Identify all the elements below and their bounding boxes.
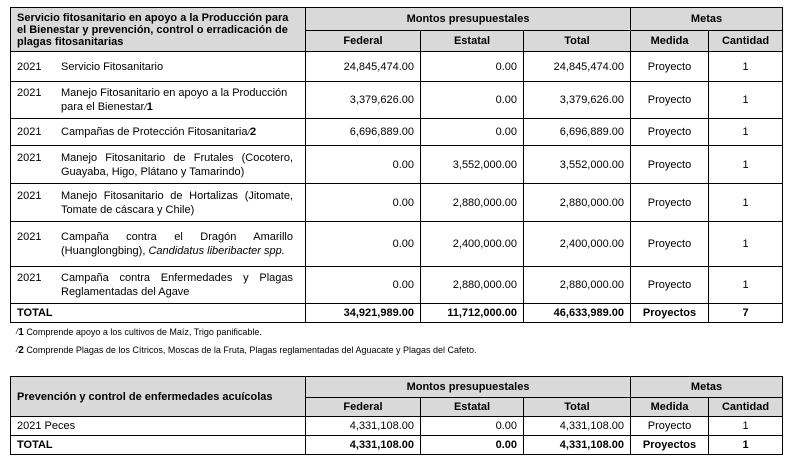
row-medida: Proyecto bbox=[631, 222, 709, 267]
row-year: 2021 bbox=[17, 231, 42, 243]
row-estatal: 3,552,000.00 bbox=[421, 146, 524, 184]
row-estatal: 2,880,000.00 bbox=[421, 267, 524, 304]
row-cantidad: 1 bbox=[709, 82, 783, 119]
total-total: 46,633,989.00 bbox=[524, 304, 631, 323]
col-medida: Medida bbox=[631, 398, 709, 417]
row-description: 2021 Peces bbox=[11, 417, 306, 436]
footnote-marker: / bbox=[247, 127, 250, 137]
row-cantidad: 1 bbox=[709, 146, 783, 184]
row-medida: Proyecto bbox=[631, 267, 709, 304]
row-federal: 4,331,108.00 bbox=[306, 417, 421, 436]
col-federal: Federal bbox=[306, 31, 421, 52]
row-total: 2,880,000.00 bbox=[524, 184, 631, 222]
total-cantidad: 7 bbox=[709, 304, 783, 323]
row-cantidad: 1 bbox=[709, 184, 783, 222]
total-federal: 34,921,989.00 bbox=[306, 304, 421, 323]
row-total: 3,379,626.00 bbox=[524, 82, 631, 119]
metas-header: Metas bbox=[631, 8, 783, 31]
total-medida: Proyectos bbox=[631, 304, 709, 323]
col-estatal: Estatal bbox=[421, 31, 524, 52]
total-total: 4,331,108.00 bbox=[524, 436, 631, 455]
montos-header: Montos presupuestales bbox=[306, 377, 631, 398]
table-row bbox=[11, 184, 783, 222]
row-description bbox=[11, 119, 306, 146]
footnote-number: 2 bbox=[18, 345, 24, 356]
row-medida: Proyecto bbox=[631, 184, 709, 222]
row-desc-text: Manejo Fitosanitario de Frutales (Cocotero, Guayaba, Higo, Plátano y Tamarindo) bbox=[61, 151, 293, 178]
table1-title: Servicio fitosanitario en apoyo a la Producción para el Bienestar y prevención, control o erradicación de plagas fitosanitarias bbox=[11, 8, 306, 52]
footnote-marker: / bbox=[16, 327, 19, 336]
row-estatal: 0.00 bbox=[421, 52, 524, 82]
col-total: Total bbox=[524, 31, 631, 52]
total-row bbox=[11, 436, 783, 455]
row-medida: Proyecto bbox=[631, 82, 709, 119]
row-description bbox=[11, 82, 306, 119]
footnote-1 bbox=[16, 327, 262, 338]
row-federal: 3,379,626.00 bbox=[306, 82, 421, 119]
row-estatal: 0.00 bbox=[421, 82, 524, 119]
table-row bbox=[11, 417, 783, 436]
table-row bbox=[11, 267, 783, 304]
total-estatal: 11,712,000.00 bbox=[421, 304, 524, 323]
row-federal: 0.00 bbox=[306, 222, 421, 267]
row-federal: 24,845,474.00 bbox=[306, 52, 421, 82]
table-row bbox=[11, 119, 783, 146]
row-estatal: 2,880,000.00 bbox=[421, 184, 524, 222]
row-estatal: 0.00 bbox=[421, 417, 524, 436]
row-desc-text: Campaña contra el Dragón Amarillo (Huanglongbing), bbox=[61, 231, 293, 257]
fitosanitario-table bbox=[10, 7, 783, 323]
footnote-2 bbox=[16, 345, 477, 356]
row-medida: Proyecto bbox=[631, 417, 709, 436]
row-desc-text: Manejo Fitosanitario de Hortalizas (Jitomate, Tomate de cáscara y Chile) bbox=[61, 189, 293, 216]
total-estatal: 0.00 bbox=[421, 436, 524, 455]
footnote-number: 1 bbox=[146, 101, 153, 113]
row-cantidad: 1 bbox=[709, 267, 783, 304]
row-estatal: 2,400,000.00 bbox=[421, 222, 524, 267]
total-medida: Proyectos bbox=[631, 436, 709, 455]
footnote-marker: / bbox=[16, 345, 19, 354]
footnote-number: 1 bbox=[18, 327, 24, 338]
total-label: TOTAL bbox=[11, 436, 306, 455]
row-federal: 0.00 bbox=[306, 146, 421, 184]
row-total: 4,331,108.00 bbox=[524, 417, 631, 436]
row-year: 2021 bbox=[17, 87, 42, 99]
col-medida: Medida bbox=[631, 31, 709, 52]
row-year: 2021 bbox=[17, 126, 42, 138]
row-year: 2021 bbox=[17, 151, 42, 164]
total-federal: 4,331,108.00 bbox=[306, 436, 421, 455]
row-medida: Proyecto bbox=[631, 119, 709, 146]
row-total: 6,696,889.00 bbox=[524, 119, 631, 146]
footnote-text: Comprende Plagas de los Cítricos, Moscas de la Fruta, Plagas reglamentadas del Aguacate y Plagas del Cafeto. bbox=[26, 345, 477, 355]
row-medida: Proyecto bbox=[631, 52, 709, 82]
row-federal: 6,696,889.00 bbox=[306, 119, 421, 146]
metas-header: Metas bbox=[631, 377, 783, 398]
total-label: TOTAL bbox=[11, 304, 306, 323]
row-total: 2,880,000.00 bbox=[524, 267, 631, 304]
row-description bbox=[11, 184, 306, 222]
col-cantidad: Cantidad bbox=[709, 31, 783, 52]
col-cantidad: Cantidad bbox=[709, 398, 783, 417]
total-row bbox=[11, 304, 783, 323]
row-desc-text: Servicio Fitosanitario bbox=[61, 60, 164, 73]
row-medida: Proyecto bbox=[631, 146, 709, 184]
row-year: 2021 bbox=[17, 189, 42, 202]
row-federal: 0.00 bbox=[306, 184, 421, 222]
total-cantidad: 1 bbox=[709, 436, 783, 455]
col-estatal: Estatal bbox=[421, 398, 524, 417]
col-total: Total bbox=[524, 398, 631, 417]
row-year: 2021 bbox=[17, 272, 42, 284]
row-desc-text: Manejo Fitosanitario en apoyo a la Producción para el Bienestar bbox=[61, 87, 288, 113]
row-desc-italic: Candidatus liberibacter spp. bbox=[148, 245, 285, 257]
row-cantidad: 1 bbox=[709, 417, 783, 436]
montos-header: Montos presupuestales bbox=[306, 8, 631, 31]
table-row bbox=[11, 222, 783, 267]
footnote-marker: / bbox=[144, 102, 147, 112]
row-description bbox=[11, 222, 306, 267]
row-cantidad: 1 bbox=[709, 222, 783, 267]
row-description bbox=[11, 267, 306, 304]
row-desc-text: Campañas de Protección Fitosanitaria bbox=[61, 126, 248, 138]
row-federal: 0.00 bbox=[306, 267, 421, 304]
table2-title: Prevención y control de enfermedades acuícolas bbox=[11, 377, 306, 417]
row-total: 2,400,000.00 bbox=[524, 222, 631, 267]
row-cantidad: 1 bbox=[709, 52, 783, 82]
table-row bbox=[11, 82, 783, 119]
row-year: 2021 bbox=[17, 60, 42, 73]
row-total: 24,845,474.00 bbox=[524, 52, 631, 82]
footnote-number: 2 bbox=[250, 126, 257, 138]
table-row bbox=[11, 52, 783, 82]
row-description bbox=[11, 146, 306, 184]
row-cantidad: 1 bbox=[709, 119, 783, 146]
table-row bbox=[11, 146, 783, 184]
col-federal: Federal bbox=[306, 398, 421, 417]
row-description bbox=[11, 52, 306, 82]
row-desc-text: Campaña contra Enfermedades y Plagas Reglamentadas del Agave bbox=[61, 272, 293, 298]
row-estatal: 0.00 bbox=[421, 119, 524, 146]
footnote-text: Comprende apoyo a los cultivos de Maíz, Trigo panificable. bbox=[26, 327, 262, 337]
acuicolas-table bbox=[10, 376, 783, 455]
row-total: 3,552,000.00 bbox=[524, 146, 631, 184]
